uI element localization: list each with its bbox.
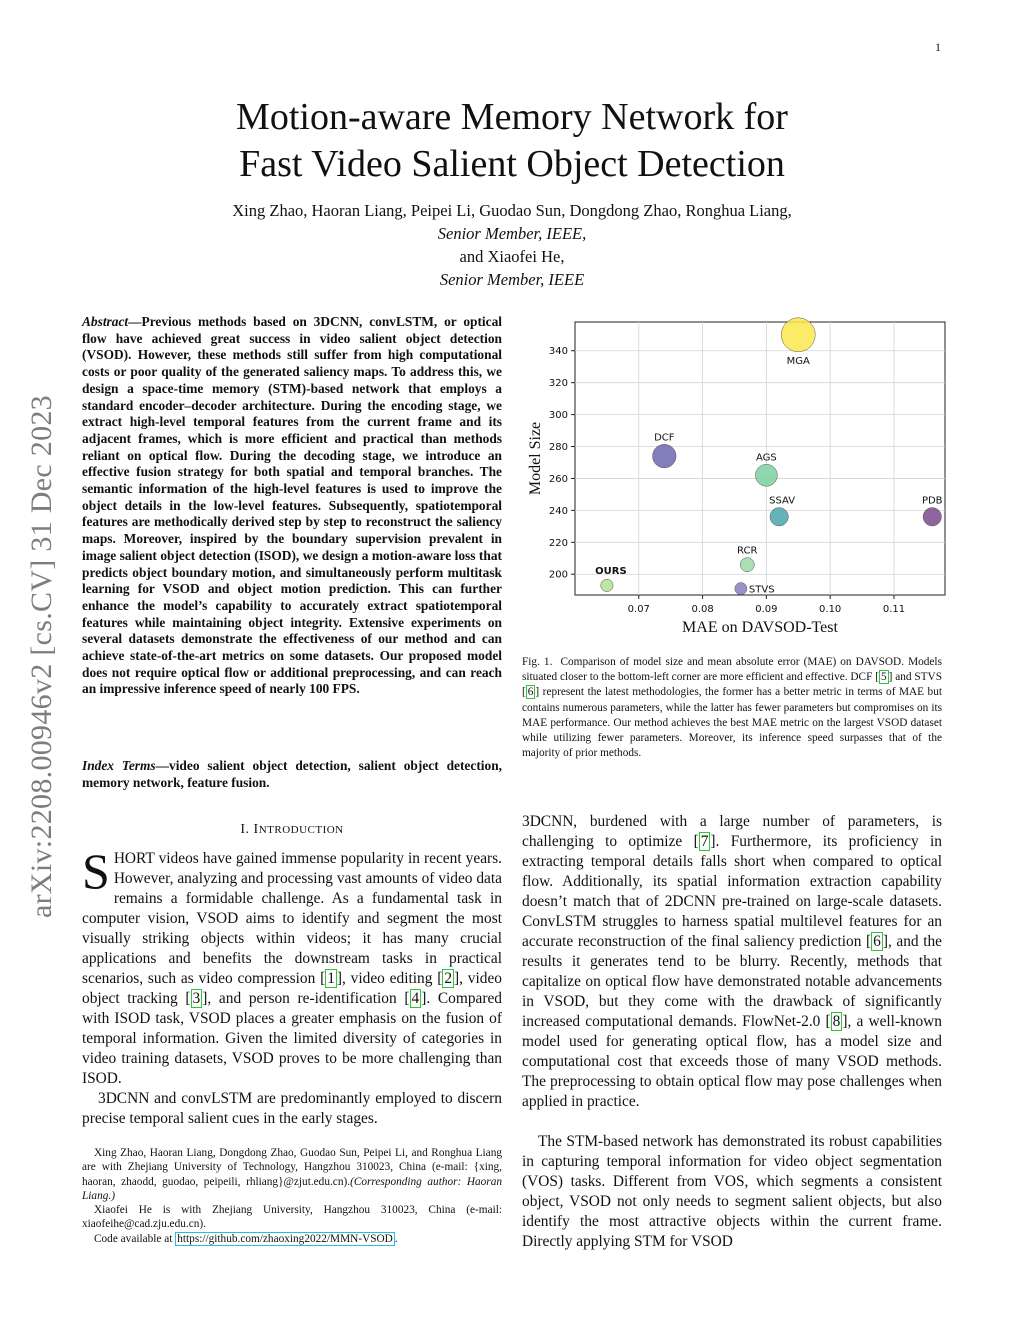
citation-link[interactable]: 8 (832, 1013, 841, 1030)
authors-line-1 (60, 199, 964, 245)
data-point-ours (601, 579, 613, 591)
citation-link[interactable]: 7 (700, 833, 709, 850)
x-tick-label: 0.08 (691, 604, 714, 615)
point-label-mga: MGA (786, 355, 810, 367)
arxiv-identifier[interactable]: arXiv:2208.00946v2 [cs.CV] 31 Dec 2023 (25, 395, 58, 918)
data-point-rcr (740, 558, 754, 572)
intro-text: ], and person re-identification [ (202, 990, 410, 1007)
y-tick-label: 300 (548, 410, 568, 422)
citation-link[interactable]: 6 (527, 686, 534, 699)
right-paragraph-2: The STM-based network has demonstrated its robust capabilities in capturing temporal information for video object segmentation (VOS) tasks. Different from VOS, which segments a consistent object, VSOD not only needs to segment salient objects, but also identify the most attractive objects within the current frame. Directly applying STM for VSOD (522, 1133, 942, 1250)
author-role: Senior Member, IEEE (439, 270, 585, 289)
data-point-ags (755, 464, 777, 486)
data-point-mga (781, 318, 815, 352)
author-names: Xing Zhao, Haoran Liang, Peipei Li, Guodao Sun, Dongdong Zhao, Ronghua Liang, (232, 201, 792, 220)
point-label-dcf: DCF (654, 432, 675, 444)
data-point-stvs (735, 583, 747, 595)
corresponding-author: (Corresponding author: Haoran Liang.) (82, 1175, 503, 1202)
figure-1-scatter-chart (522, 310, 952, 640)
footnote-code (82, 1232, 502, 1246)
y-tick-label: 200 (548, 569, 568, 581)
code-link[interactable]: https://github.com/zhaoxing2022/MMN-VSOD (177, 1232, 393, 1245)
citation-link[interactable]: 4 (411, 990, 420, 1007)
caption-text: ] represent the latest methodologies, the former has a better metric in terms of MAE but contains numerous parameters, while the latter has fewer parameters but compromises on its MAE performance. Our method achieves the best MAE metric on the largest VSOD dataset while utilizing fewer parameters. Moreover, its inference speed surpasses that of the majority of prior methods. (522, 686, 942, 760)
dropcap-letter: S (82, 843, 110, 899)
index-terms (82, 758, 502, 791)
body-text: ]. Furthermore, its proficiency in extracting temporal details falls short when compared to optical flow. Additionally, its spatial information extraction capability doesn’t match that of 2DCNN pre-trained on large-scale datasets. ConvLSTM struggles to harness spatial multilevel features for an accurate reconstruction of the final saliency prediction [ (522, 833, 943, 950)
body-text: ], a well-known model used for generating optical flow, has a model size and computational cost that exceeds those of many VSOD methods. The preprocessing to obtain optical flow may pose challenges when applied in practice. (522, 1013, 942, 1110)
footnote-text: Xing Zhao, Haoran Liang, Dongdong Zhao, Guodao Sun, Peipei Li, and Ronghua Liang are with Zhejiang University of Technology, Hangzhou 310023, China (e-mail: {xing, haoran, zhaodd, guodao, peipeili, rhliang}@zjut.edu.cn). (82, 1147, 502, 1188)
footnote-text: . (394, 1232, 398, 1245)
y-tick-label: 280 (548, 442, 568, 454)
citation-link[interactable]: 2 (444, 970, 453, 987)
data-point-dcf (653, 444, 677, 468)
intro-paragraph-2: 3DCNN and convLSTM are predominantly employed to discern precise temporal salient cues in the early stages. (82, 1090, 502, 1127)
author-names: and Xiaofei He, (459, 247, 565, 266)
y-tick-label: 240 (548, 505, 568, 517)
index-terms-label: Index Terms (82, 758, 156, 773)
section-number: I. (240, 822, 254, 837)
abstract (82, 314, 502, 698)
y-tick-label: 340 (548, 346, 568, 358)
x-axis-title: MAE on DAVSOD-Test (682, 619, 838, 636)
caption-text: ] and STVS [ (522, 671, 942, 699)
abstract-text: —Previous methods based on 3DCNN, convLSTM, or optical flow have achieved great success in video salient object detection (VSOD). However, these methods still suffer from high computational costs or poor quality of the generated saliency maps. To address this, we design a space-time memory (STM)-based network that employs a standard encoder–decoder architecture. During the encoding stage, we extract high-level temporal features from the current frame and its adjacent frames, which is more efficient and practical than methods reliant on optical flow. During the decoding stage, we introduce an effective fusion strategy for both spatial and temporal branches. The semantic information of the high-level features is used to improve the object details in the low-level features. Subsequently, spatiotemporal features are methodically derived step by step to reconstruct the saliency maps. Moreover, inspired by the boundary supervision prevalent in image salient object detection (ISOD), we design a motion-aware loss that predicts object boundary motion, and simultaneously perform multitask learning for VSOD and object motion prediction. This can further enhance the model’s capability to accurately extract spatiotemporal features while maintaining object integrity. Extensive experiments on several datasets demonstrate the effectiveness of our method and can achieve state-of-the-art metrics on some datasets. Our proposed model does not require optical flow or additional preprocessing, and can reach an impressive inference speed of nearly 100 FPS. (82, 314, 502, 697)
title-line-2: Fast Video Salient Object Detection (239, 143, 785, 185)
footnote-affiliation-2: Xiaofei He is with Zhejiang University, Hangzhou 310023, China (e-mail: xiaofeihe@cad.zju.edu.cn). (82, 1204, 502, 1231)
citation-link[interactable]: 6 (873, 933, 881, 950)
point-label-rcr: RCR (737, 545, 758, 557)
data-points (595, 318, 943, 596)
y-tick-label: 260 (548, 473, 568, 485)
point-label-stvs: STVS (748, 584, 775, 596)
section-heading-introduction (82, 822, 502, 838)
authors-line-2 (60, 245, 964, 291)
y-tick-label: 320 (548, 378, 568, 390)
figure-caption (522, 655, 942, 761)
footnote-affiliation-1 (82, 1146, 502, 1203)
data-point-ssav (770, 508, 788, 526)
y-tick-label: 220 (548, 537, 568, 549)
citation-link[interactable]: 1 (327, 970, 335, 987)
chart-svg (522, 310, 952, 640)
title-line-1: Motion-aware Memory Network for (236, 96, 788, 138)
point-label-ours: OURS (595, 566, 627, 578)
figure-label: Fig. 1. (522, 656, 553, 668)
intro-paragraph-1: SHORT videos have gained immense popularity in recent years. However, analyzing and processing vast amounts of video data remains a formidable challenge. As a fundamental task in computer vision, VSOD aims to identify and segment the most visually striking objects within videos; it has many crucial applications and benefits the downstream tasks in practical scenarios, such as video compression [ 1 ], video editing [ 2 ], video object tracking [ 3 ], and person re-identification [ 4 ]. Compared with ISOD task, VSOD places a greater emphasis on the fusion of temporal information. Given the limited diversity of categories in video training datasets, VSOD proves to be more challenging than ISOD. (82, 843, 502, 1087)
point-label-ags: AGS (755, 452, 777, 464)
citation-link[interactable]: 5 (880, 671, 887, 684)
citation-link[interactable]: 3 (192, 990, 201, 1007)
caption-text: Comparison of model size and mean absolute error (MAE) on DAVSOD. Models situated closer to the bottom-left corner are more efficient and effective. DCF [ (522, 656, 942, 684)
body-text: ], and the results it generates tend to be blurry. Recently, methods that capitalize on optical flow have demonstrated notable advancements in VSOD, but they come with the drawback of significantly increased computational demands. FlowNet-2.0 [ (522, 933, 943, 1030)
paper-title (0, 94, 1024, 188)
footnote (82, 1146, 502, 1246)
section-heading-rest: NTRODUCTION (258, 824, 344, 836)
right-paragraph-1 (522, 812, 942, 1112)
author-list (60, 199, 964, 291)
page-number: 1 (935, 40, 941, 54)
abstract-label: Abstract (82, 314, 129, 329)
x-tick-label: 0.07 (627, 604, 650, 615)
index-terms-text: —video salient object detection, salient object detection, memory network, feature fusion. (82, 758, 502, 790)
author-role: Senior Member, IEEE, (437, 224, 587, 243)
body-text: 3DCNN, burdened with a large number of parameters, is challenging to optimize [ (522, 813, 942, 850)
intro-text: ], video object tracking [ (82, 970, 502, 1007)
x-tick-label: 0.09 (755, 604, 778, 615)
y-axis-title: Model Size (527, 421, 544, 496)
intro-text: ]. Compared with ISOD task, VSOD places a greater emphasis on the fusion of temporal information. Given the limited diversity of categories in video training datasets, VSOD proves to be more challenging than ISOD. (82, 990, 502, 1087)
point-label-ssav: SSAV (769, 495, 796, 507)
intro-text: HORT videos have gained immense popularity in recent years. However, analyzing and processing vast amounts of video data remains a formidable challenge. As a fundamental task in computer vision, VSOD aims to identify and segment the most visually striking objects within videos; it has many crucial applications and benefits the downstream tasks in practical scenarios, such as video compression (82, 850, 502, 987)
intro-text: ], video editing [ (336, 970, 443, 987)
data-point-pdb (923, 508, 941, 526)
x-tick-label: 0.10 (819, 604, 842, 615)
point-label-pdb: PDB (921, 495, 943, 507)
x-tick-label: 0.11 (882, 604, 906, 615)
section-heading-first-letter: I (253, 822, 259, 837)
footnote-text: Code available at (94, 1232, 176, 1245)
